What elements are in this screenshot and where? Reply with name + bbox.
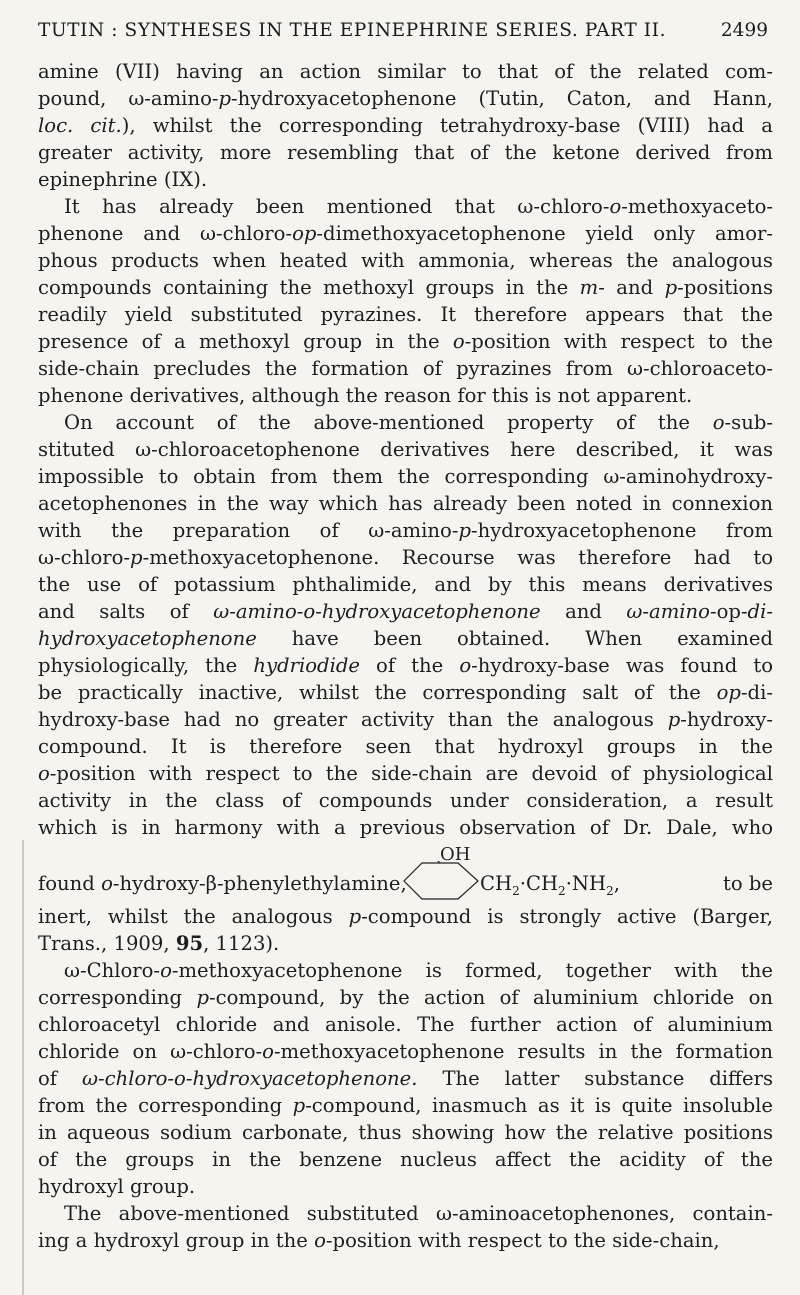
text-line: activity in the class of compounds under consideration, a result <box>38 789 773 812</box>
text-line: inert, whilst the analogous p-compound is strongly active (Barger, <box>38 905 773 928</box>
text-line: phous products when heated with ammonia, whereas the analogous <box>38 249 773 272</box>
paragraph-block-2 <box>38 903 773 1254</box>
text-line: amine (VII) having an action similar to that of the related com- <box>38 60 773 83</box>
text-line: pound, ω-amino-p-hydroxyacetophenone (Tutin, Caton, and Hann, <box>38 87 773 110</box>
text-line: be practically inactive, whilst the corresponding salt of the op-di- <box>38 681 773 704</box>
text-line: side-chain precludes the formation of pyrazines from ω-chloroaceto- <box>38 357 773 380</box>
text-line: The above-mentioned substituted ω-aminoacetophenones, contain- <box>64 1202 773 1225</box>
text-line: chloroacetyl chloride and anisole. The further action of aluminium <box>38 1013 773 1036</box>
text-line: o-position with respect to the side-chain are devoid of physiological <box>38 762 773 785</box>
page-number: 2499 <box>720 20 768 41</box>
text-line: from the corresponding p-compound, inasmuch as it is quite insoluble <box>38 1094 773 1117</box>
formula-prefix-text: found o-hydroxy-β-phenylethylamine, <box>38 872 407 895</box>
text-line: greater activity, more resembling that of the ketone derived from <box>38 141 773 164</box>
paragraph-block-1 <box>38 58 773 841</box>
text-line: in aqueous sodium carbonate, thus showing how the relative positions <box>38 1121 773 1144</box>
text-line: ω-chloro-p-methoxyacetophenone. Recourse was therefore had to <box>38 546 773 569</box>
text-line: ω-Chloro-o-methoxyacetophenone is formed, together with the <box>64 959 773 982</box>
formula-side-chain: $CH_2\cdot CH_2\cdot NH_2$, <box>480 872 621 898</box>
running-header <box>38 20 768 41</box>
text-line: presence of a methoxyl group in the o-position with respect to the <box>38 330 773 353</box>
text-line: readily yield substituted pyrazines. It therefore appears that the <box>38 303 773 326</box>
text-line: ing a hydroxyl group in the o-position with respect to the side-chain, <box>38 1229 720 1252</box>
formula-suffix-text: to be <box>722 872 773 895</box>
text-line: loc. cit.), whilst the corresponding tetrahydroxy-base (VIII) had a <box>38 114 773 137</box>
text-line: epinephrine (IX). <box>38 168 208 191</box>
text-line: It has already been mentioned that ω-chloro-o-methoxyaceto- <box>64 195 773 218</box>
text-line: phenone derivatives, although the reason for this is not apparent. <box>38 384 693 407</box>
text-line: corresponding p-compound, by the action of aluminium chloride on <box>38 986 774 1009</box>
text-line: with the preparation of ω-amino-p-hydroxyacetophenone from <box>38 519 774 542</box>
text-line: chloride on ω-chloro-o-methoxyacetophenone results in the formation <box>38 1040 773 1063</box>
text-line: of ω-chloro-o-hydroxyacetophenone. The latter substance differs <box>38 1067 773 1090</box>
text-line: Trans., 1909, 95, 1123). <box>38 932 280 955</box>
binding-margin <box>0 840 30 1295</box>
text-line: acetophenones in the way which has already been noted in connexion <box>38 492 773 515</box>
text-line: hydroxy-base had no greater activity than the analogous p-hydroxy- <box>38 708 773 731</box>
text-line: On account of the above-mentioned property of the o-sub- <box>64 411 773 434</box>
formula-oh-label: OH <box>440 844 471 865</box>
body-text <box>38 58 773 1254</box>
text-line: physiologically, the hydriodide of the o-hydroxy-base was found to <box>38 654 774 677</box>
text-line: compound. It is therefore seen that hydroxyl groups in the <box>38 735 773 758</box>
text-line: hydroxyacetophenone have been obtained. When examined <box>38 627 773 650</box>
text-line: of the groups in the benzene nucleus affect the acidity of the <box>38 1148 773 1171</box>
text-line: the use of potassium phthalimide, and by this means derivatives <box>38 573 773 596</box>
running-title: TUTIN : SYNTHESES IN THE EPINEPHRINE SERIES. PART II. <box>38 20 667 41</box>
margin-shadow-bar <box>22 840 24 1295</box>
text-line: compounds containing the methoxyl groups in the m- and p-positions <box>38 276 774 299</box>
text-line: stituted ω-chloroacetophenone derivatives here described, it was <box>38 438 773 461</box>
text-line: and salts of ω-amino-o-hydroxyacetophenone and ω-amino-op-di- <box>38 600 773 623</box>
structural-formula-line <box>38 841 773 903</box>
text-line: hydroxyl group. <box>38 1175 196 1198</box>
benzene-ring-icon <box>402 861 482 901</box>
text-line: impossible to obtain from them the corresponding ω-aminohydroxy- <box>38 465 773 488</box>
text-line: phenone and ω-chloro-op-dimethoxyacetophenone yield only amor- <box>38 222 773 245</box>
text-line: which is in harmony with a previous observation of Dr. Dale, who <box>38 816 773 839</box>
